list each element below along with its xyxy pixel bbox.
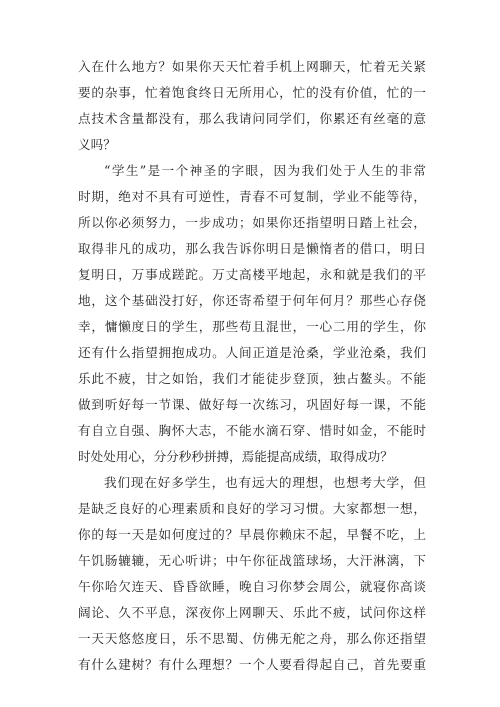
text-line: 你的每一天是如何度过的？早晨你赖床不起，早餐不吃，上 [78,527,426,542]
text-line: 乐此不疲，甘之如饴，我们才能徒步登顶，独占鳌头。不能 [78,371,426,386]
paragraph [78,54,426,158]
text-line: 我们现在好多学生，也有远大的理想，也想考大学，但 [104,475,426,490]
paragraph [78,158,426,470]
text-line: 还有什么指望拥抱成功。人间正道是沧桑，学业沧桑，我们 [78,345,426,360]
text-line: 点技术含量都没有，那么我请问同学们，你累还有丝毫的意 [78,111,426,126]
text-line: 地，这个基础没打好，你还寄希望于何年何月？那些心存侥 [78,293,426,308]
text-line: 义吗？ [78,137,116,152]
text-line: 有什么建树？有什么理想？一个人要看得起自己，首先要重 [78,657,426,672]
text-line: 是缺乏良好的心理素质和良好的学习习惯。大家都想一想， [78,501,426,516]
text-line: 一天天悠悠度日，乐不思蜀、仿佛无舵之舟，那么你还指望 [78,631,426,646]
text-line: 要的杂事，忙着饱食终日无所用心，忙的没有价值，忙的一 [78,85,426,100]
text-line: 时期，绝对不具有可逆性，青春不可复制，学业不能等待， [78,189,426,204]
text-line: “学生”是一个神圣的字眼，因为我们处于人生的非常 [104,163,426,178]
text-line: 取得非凡的成功，那么我告诉你明日是懒惰者的借口，明日 [78,241,426,256]
text-line: 做到听好每一节课、做好每一次练习，巩固好每一课，不能 [78,397,426,412]
document-page [78,54,426,678]
text-line: 幸，慵懒度日的学生，那些苟且混世，一心二用的学生，你 [78,319,426,334]
text-line: 入在什么地方？如果你天天忙着手机上网聊天，忙着无关紧 [78,59,426,74]
text-line: 阔论、久不平息，深夜你上网聊天、乐此不疲，试问你这样 [78,605,426,620]
text-line: 午饥肠辘辘，无心听讲；中午你征战篮球场，大汗淋漓，下 [78,553,426,568]
text-line: 时处处用心，分分秒秒拼搏，焉能提高成绩，取得成功？ [78,449,393,464]
paragraph [78,470,426,678]
text-line: 午你哈欠连天、昏昏欲睡，晚自习你梦会周公，就寝你高谈 [78,579,426,594]
text-line: 复明日，万事成蹉跎。万丈高楼平地起，永和就是我们的平 [78,267,426,282]
text-line: 所以你必须努力，一步成功；如果你还指望明日踏上社会， [78,215,426,230]
text-line: 有自立自强、胸怀大志，不能水滴石穿、惜时如金，不能时 [78,423,426,438]
